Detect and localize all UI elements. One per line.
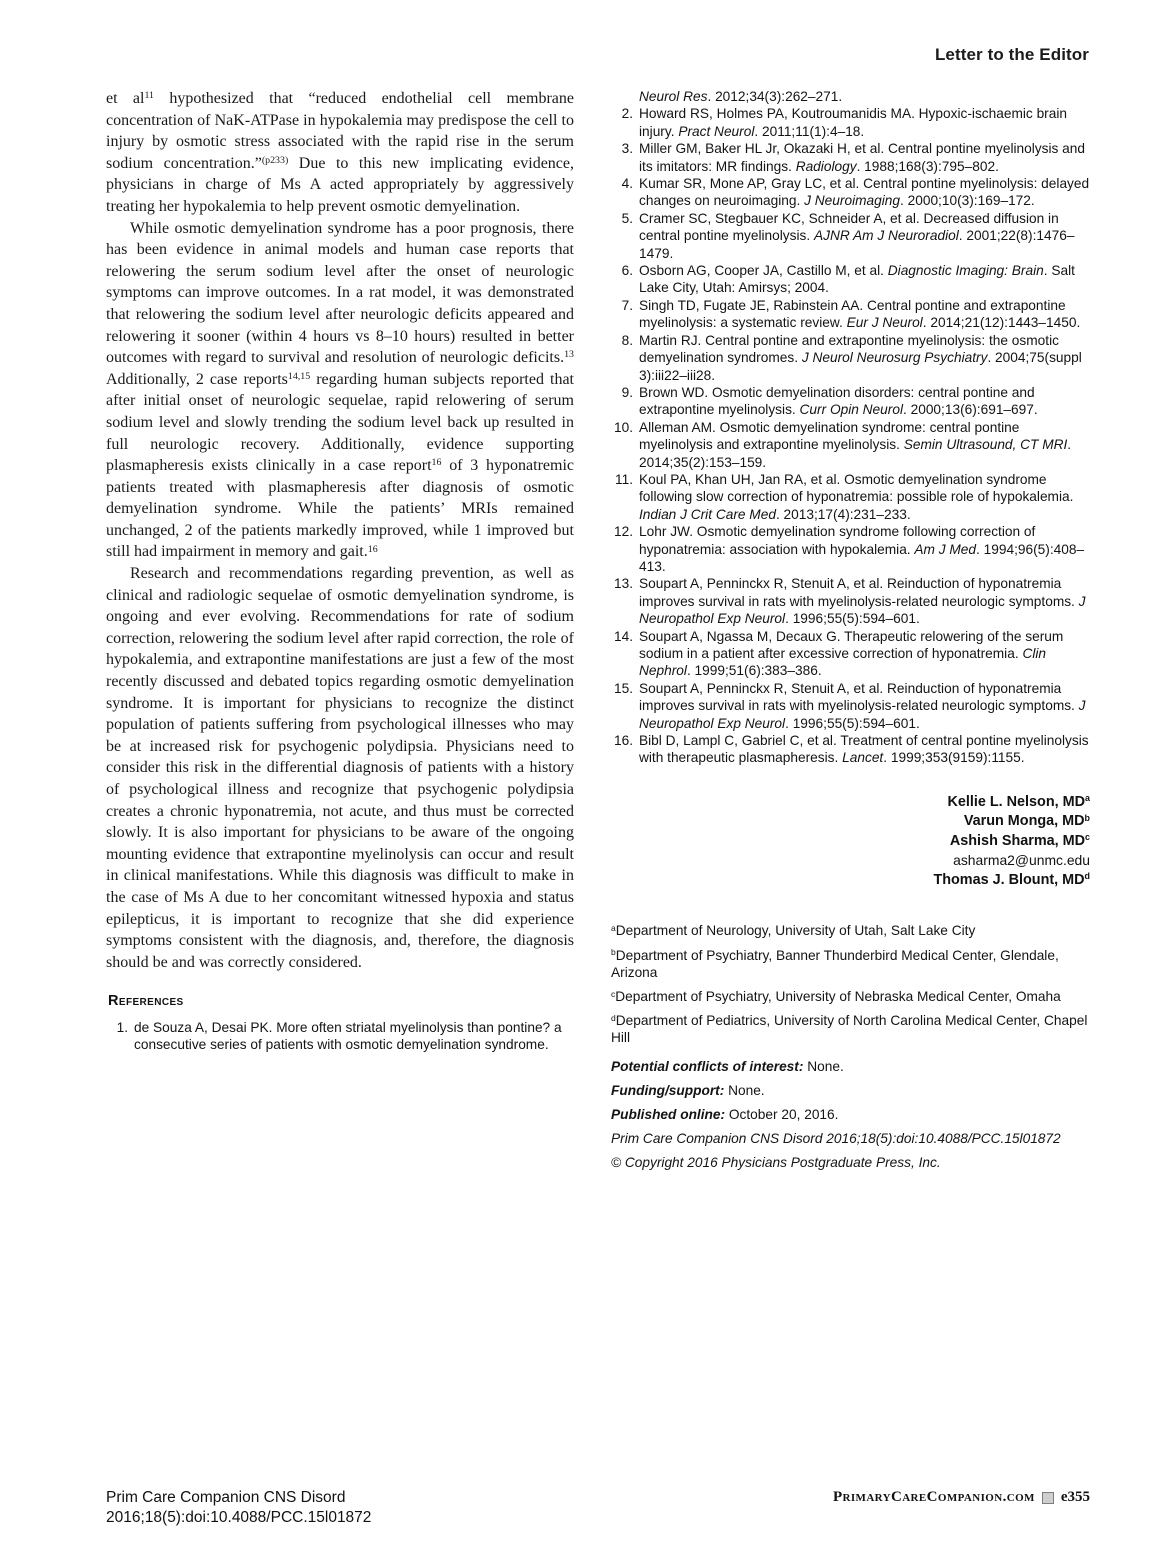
copyright-line: © Copyright 2016 Physicians Postgraduate Press, Inc. bbox=[611, 1155, 941, 1171]
reference-item bbox=[611, 732, 1090, 767]
reference-text: Miller GM, Baker HL Jr, Okazaki H, et al. Central pontine myelinolysis and its imitators: MR findings. Radiology. 1988;168(3):795–802. bbox=[639, 141, 1086, 174]
author-name: Ashish Sharma, $MD^c$ bbox=[949, 832, 1090, 849]
footer-journal-name: Prim Care Companion CNS Disord bbox=[106, 1489, 346, 1506]
reference-number: 12. bbox=[613, 524, 633, 540]
note-label: Funding/support: bbox=[611, 1082, 725, 1098]
main-content bbox=[106, 88, 1090, 1179]
reference-item bbox=[611, 471, 1090, 523]
note-label: Potential conflicts of interest: bbox=[611, 1058, 804, 1074]
reference-number: 7. bbox=[621, 297, 633, 313]
reference-text: Brown WD. Osmotic demyelination disorders: central pontine and extrapontine myelinolysis. Curr Opin Neurol. 2000;13(6):691–697. bbox=[639, 384, 1038, 418]
reference-text: Martin RJ. Central pontine and extrapontine myelinolysis: the osmotic demyelination syndromes. J Neurol Neurosurg Psychiatry. 2004;75(suppl 3):iii22–iii28. bbox=[639, 332, 1082, 383]
reference-text: Kumar SR, Mone AP, Gray LC, et al. Central pontine myelinolysis: delayed changes on neuroimaging. J Neuroimaging. 2000;10(3):169–172. bbox=[639, 176, 1090, 209]
note-value: None. bbox=[724, 1082, 765, 1098]
reference-item bbox=[611, 384, 1090, 419]
reference-number: 4. bbox=[621, 176, 633, 192]
article-note bbox=[611, 1082, 1090, 1099]
authors-block bbox=[611, 793, 1090, 891]
affiliation-line: $^b$Department of Psychiatry, Banner Thunderbird Medical Center, Glendale, Arizona bbox=[611, 947, 1059, 980]
affiliations-block bbox=[611, 922, 1090, 1046]
reference-text: Soupart A, Ngassa M, Decaux G. Therapeutic relowering of the serum sodium in a patient after excessive correction of hyponatremia. Clin Nephrol. 1999;51(6):383–386. bbox=[639, 628, 1064, 679]
reference-number: 6. bbox=[621, 263, 633, 279]
note-value: October 20, 2016. bbox=[725, 1106, 839, 1122]
reference-text: Singh TD, Fugate JE, Rabinstein AA. Central pontine and extrapontine myelinolysis: a systematic review. Eur J Neurol. 2014;21(12):1443–1450. bbox=[639, 297, 1081, 331]
reference-item bbox=[611, 523, 1090, 575]
author-name: Kellie L. Nelson, $MD^a$ bbox=[947, 793, 1090, 810]
body-paragraph: While osmotic demyelination syndrome has a poor prognosis, there has been evidence in animal models and human case reports that relowering the serum sodium level after the onset of neurologic symptoms can improve outcomes. In a rat model, it was demonstrated that relowering the sodium level after neurologic deficits appeared and relowering it sooner (within 4 hours vs 8–10 hours) resulted in better outcomes with regard to survival and resolution of neurologic deficits.$^{13}$ Additionally, 2 case reports$^{14,15}$ regarding human subjects reported that after initial onset of neurologic sequelae, rapid relowering of serum sodium level and slowly trending the sodium level back up resulted in full neurologic recovery. Additionally, evidence supporting plasmapheresis exists clinically in a case report$^{16}$ of 3 hyponatremic patients treated with plasmapheresis after diagnosis of osmotic demyelination syndrome. While the patients’ MRIs remained unchanged, 2 of the patients markedly improved, while 1 improved but still had impairment in memory and gait.$^{16}$ bbox=[106, 219, 574, 561]
reference-number: 9. bbox=[621, 384, 633, 400]
reference-item bbox=[611, 419, 1090, 471]
reference-number: 11. bbox=[614, 471, 633, 487]
footer-website: PrimaryCareCompanion.com bbox=[832, 1489, 1035, 1505]
reference-number: 15. bbox=[613, 680, 633, 696]
website-square-icon bbox=[1042, 1492, 1054, 1504]
left-column bbox=[106, 88, 574, 1179]
references-heading: References bbox=[108, 993, 184, 1010]
author-name: Varun Monga, $MD^b$ bbox=[963, 812, 1090, 830]
article-note bbox=[611, 1058, 1090, 1075]
reference-text: Howard RS, Holmes PA, Koutroumanidis MA. Hypoxic-ischaemic brain injury. Pract Neurol. 2011;11(1):4–18. bbox=[639, 106, 1068, 139]
reference-number: 2. bbox=[621, 106, 633, 122]
reference-item bbox=[611, 175, 1090, 210]
page-footer bbox=[106, 1488, 1090, 1528]
body-paragraph: Research and recommendations regarding prevention, as well as clinical and radiologic sequelae of osmotic demyelination syndrome, is ongoing and ever evolving. Recommendations for rate of sodium correction, relowering the sodium level after rapid correction, the role of hypokalemia, and extrapontine manifestations are just a few of the most recently discussed and debated topics regarding osmotic demyelination syndrome. It is important for physicians to recognize the distinct population of patients suffering from psychological illnesses who may be at increased risk for psychogenic polydipsia. Physicians need to consider this risk in the differential diagnosis of patients with a history of psychological illness and recognize that psychogenic polydipsia creates a chronic hyponatremia, not acute, and thus must be corrected slowly. It is also important for physicians to be aware of the ongoing mounting evidence that extrapontine myelinolysis can occur and result in clinical manifestations. While this diagnosis was difficult to make in the case of Ms A due to her concomitant witnessed hypoxia and status epilepticus, it is important to recognize that she did experience symptoms consistent with the diagnosis, and, therefore, the diagnosis should be and was correctly considered. bbox=[106, 565, 574, 971]
reference-text: Soupart A, Penninckx R, Stenuit A, et al. Reinduction of hyponatremia improves survival in rats with myelinolysis-related neurologic symptoms. J Neuropathol Exp Neurol. 1996;55(5):594–601. bbox=[639, 680, 1086, 731]
reference-item bbox=[611, 140, 1090, 175]
note-label: Published online: bbox=[611, 1106, 726, 1122]
reference-item bbox=[611, 262, 1090, 297]
reference-item bbox=[611, 575, 1090, 627]
affiliation-line: $^c$Department of Psychiatry, University of Nebraska Medical Center, Omaha bbox=[611, 988, 1061, 1004]
reference-number: 16. bbox=[613, 733, 633, 749]
reference-item bbox=[611, 210, 1090, 262]
reference-text: Cramer SC, Stegbauer KC, Schneider A, et al. Decreased diffusion in central pontine myelinolysis. AJNR Am J Neuroradiol. 2001;22(8):1476–1479. bbox=[639, 210, 1075, 261]
reference-text: de Souza A, Desai PK. More often striatal myelinolysis than pontine? a consecutive series of patients with osmotic demyelination syndrome. bbox=[134, 1019, 562, 1053]
reference-text: Osborn AG, Cooper JA, Castillo M, et al. Diagnostic Imaging: Brain. Salt Lake City, Utah: Amirsys; 2004. bbox=[639, 263, 1075, 296]
body-paragraphs bbox=[106, 88, 574, 973]
footer-page-number: e355 bbox=[1060, 1489, 1090, 1505]
reference-continuation: Neurol Res. 2012;34(3):262–271. bbox=[639, 89, 843, 104]
reference-text: Lohr JW. Osmotic demyelination syndrome following correction of hyponatremia: association with hypokalemia. Am J Med. 1994;96(5):408–413. bbox=[639, 524, 1085, 574]
reference-text: Koul PA, Khan UH, Jan RA, et al. Osmotic demyelination syndrome following slow correction of hyponatremia: possible role of hypokalemia. Indian J Crit Care Med. 2013;17(4):231–233. bbox=[639, 471, 1074, 522]
notes-block bbox=[611, 1058, 1090, 1124]
reference-item bbox=[611, 105, 1090, 140]
reference-item bbox=[106, 1019, 574, 1054]
reference-number: 1. bbox=[116, 1019, 128, 1035]
reference-item bbox=[611, 628, 1090, 680]
affiliation-line: $^a$Department of Neurology, University of Utah, Salt Lake City bbox=[611, 923, 976, 939]
footer-journal-info bbox=[106, 1488, 371, 1528]
note-value: None. bbox=[803, 1058, 844, 1074]
reference-item bbox=[611, 297, 1090, 332]
citation-line: Prim Care Companion CNS Disord 2016;18(5):doi:10.4088/PCC.15l01872 bbox=[611, 1131, 1061, 1147]
author-name: Thomas J. Blount, $MD^d$ bbox=[933, 871, 1090, 888]
right-column bbox=[611, 88, 1090, 1179]
reference-text: Soupart A, Penninckx R, Stenuit A, et al. Reinduction of hyponatremia improves survival in rats with myelinolysis-related neurologic symptoms. J Neuropathol Exp Neurol. 1996;55(5):594–601. bbox=[639, 576, 1086, 627]
article-note bbox=[611, 1106, 1090, 1123]
reference-number: 8. bbox=[621, 332, 633, 348]
running-head: Letter to the Editor bbox=[934, 45, 1089, 64]
footer-site-info bbox=[833, 1490, 1090, 1505]
author-email[interactable]: asharma2@unmc.edu bbox=[953, 852, 1090, 869]
reference-item bbox=[611, 680, 1090, 732]
body-paragraph: et $al^{11}$ hypothesized that “reduced endothelial cell membrane concentration of NaK-ATPase in hypokalemia may predispose the cell to injury by osmotic stress associated with the rapid rise in the serum sodium concentration.”$^{(p233)}$ Due to this new implicating evidence, physicians in charge of Ms A acted appropriately by aggressively treating her hypokalemia to help prevent osmotic demyelination. bbox=[106, 90, 574, 215]
reference-number: 3. bbox=[621, 141, 633, 157]
reference-number: 14. bbox=[613, 628, 633, 644]
reference-number: 10. bbox=[613, 419, 633, 435]
reference-item bbox=[611, 332, 1090, 384]
references-column2-list bbox=[611, 105, 1090, 766]
reference-text: Bibl D, Lampl C, Gabriel C, et al. Treatment of central pontine myelinolysis with therapeutic plasmapheresis. Lancet. 1999;353(9159):1155. bbox=[639, 733, 1089, 766]
affiliation-line: $^d$Department of Pediatrics, University of North Carolina Medical Center, Chapel Hill bbox=[611, 1012, 1088, 1046]
reference-number: 5. bbox=[621, 210, 633, 226]
reference-number: 13. bbox=[613, 576, 633, 592]
reference-text: Alleman AM. Osmotic demyelination syndrome: central pontine myelinolysis and extrapontine myelinolysis. Semin Ultrasound, CT MRI. 2014;35(2):153–159. bbox=[639, 419, 1072, 470]
footer-journal-doi: 2016;18(5):doi:10.4088/PCC.15l01872 bbox=[106, 1509, 372, 1526]
